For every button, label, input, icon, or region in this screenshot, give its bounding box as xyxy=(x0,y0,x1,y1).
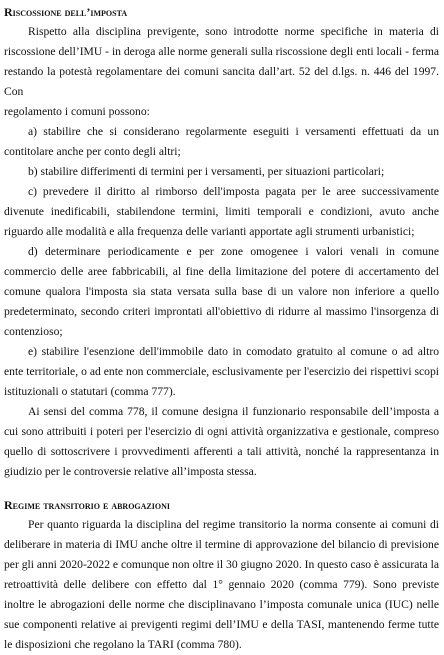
section-heading-riscossione: Riscossione dell’imposta xyxy=(4,5,128,19)
list-item-d: d) determinare periodicamente e per zone omogenee i valori venali in comune commercio delle aree fabbricabili, al fine della limitazione del potere di accertamento del comune qualora l'imposta sia stata versata sulla base di un valore non inferiore a quello predeterminato, secondo criteri improntati all'obiettivo di ridurre al massimo l'insorgenza di contenzioso; xyxy=(4,245,439,338)
paragraph: Rispetto alla disciplina previgente, sono introdotte norme specifiche in materia di riscossione dell’IMU - in deroga alle norme generali sulla riscossione degli enti locali - ferma restando la potestà regolamentare dei comuni sancita dall’art. 52 del d.lgs. n. 446 del 1997. Con xyxy=(4,25,439,98)
list-item-c: c) prevedere il diritto al rimborso dell'imposta pagata per le aree successivamente divenute inedificabili, stabilendone termini, limiti temporali e condizioni, avuto anche riguardo alle modalità e alla frequenza delle varianti apportate agli strumenti urbanistici; xyxy=(4,185,439,238)
list-item-e: e) stabilire l'esenzione dell'immobile dato in comodato gratuito al comune o ad altro ente territoriale, o ad ente non commerciale, esclusivamente per l'esercizio dei rispettivi scopi istituzionali o statutari (comma 777). xyxy=(4,345,439,398)
list-item-b: b) stabilire differimenti di termini per i versamenti, per situazioni particolari; xyxy=(28,165,385,178)
paragraph: Per quanto riguarda la disciplina del regime transitorio la norma consente ai comuni di deliberare in materia di IMU anche oltre il termine di approvazione del bilancio di previsione per gli anni 2020-2022 e comunque non oltre il 30 giugno 2020. In questo caso è assicurata la retroattività delle delibere con effetto dal 1° gennaio 2020 (comma 779). Sono previste inoltre le abrogazioni delle norme che disciplinavano l’imposta comunale unica (IUC) nelle sue componenti relative ai previgenti regimi dell’IMU e della TASI, mantenendo ferme tutte le disposizioni che regolano la TARI (comma 780). xyxy=(4,518,439,651)
list-item-a: a) stabilire che si considerano regolarmente eseguiti i versamenti effettuati da un contitolare anche per conto degli altri; xyxy=(4,125,439,158)
paragraph: Ai sensi del comma 778, il comune designa il funzionario responsabile dell’imposta a cui sono attribuiti i poteri per l'esercizio di ogni attività organizzativa e gestionale, compreso quello di sottoscrivere i provvedimenti afferenti a tali attività, nonché la rappresentanza in giudizio per le controversie relative all’imposta stessa. xyxy=(4,405,439,478)
section-heading-regime-transitorio: Regime transitorio e abrogazioni xyxy=(4,498,170,512)
paragraph: regolamento i comuni possono: xyxy=(4,105,150,118)
